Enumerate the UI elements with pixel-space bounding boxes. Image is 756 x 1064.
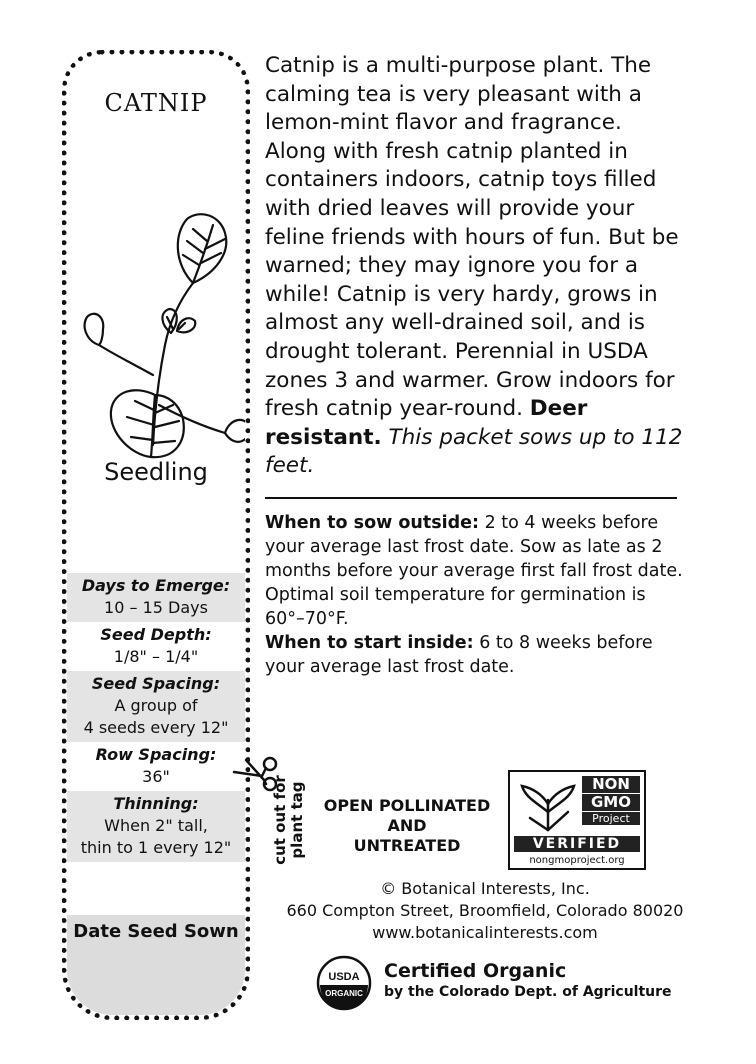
cert-subtitle: by the Colorado Dept. of Agriculture: [384, 984, 672, 1000]
usda-organic-seal: [316, 955, 372, 1011]
copyright: © Botanical Interests, Inc.: [380, 879, 590, 898]
non-gmo-line: NON: [582, 776, 640, 793]
fact-value: thin to 1 every 12": [80, 838, 232, 857]
fact-value: When 2" tall,: [104, 816, 208, 835]
website: www.botanicalinterests.com: [372, 923, 598, 942]
verified-label: VERIFIED: [514, 836, 640, 852]
cut-out-instruction: [272, 765, 312, 875]
usda-top-text: USDA: [328, 971, 360, 983]
fact-label: Seed Depth:: [100, 625, 212, 644]
fact-value: 10 – 15 Days: [104, 598, 208, 617]
fact-days-to-emerge: [67, 573, 245, 622]
company-info: [265, 878, 705, 944]
certification: [384, 960, 684, 1002]
start-inside-label: When to start inside:: [265, 633, 474, 653]
stage-label: Seedling: [104, 458, 208, 486]
cert-title: Certified Organic: [384, 960, 567, 982]
sowing-instructions: [265, 511, 685, 679]
butterfly-icon: [518, 782, 578, 832]
non-gmo-line: Project: [582, 812, 640, 825]
fact-label: Days to Emerge:: [81, 576, 231, 595]
fact-value: 4 seeds every 12": [83, 718, 229, 737]
cut-out-line: cut out for: [271, 775, 289, 865]
fact-seed-spacing: [67, 671, 245, 742]
fact-value: 36": [142, 767, 170, 786]
non-gmo-badge: [508, 770, 646, 870]
date-sown-label: Date Seed Sown: [73, 921, 239, 942]
non-gmo-url: nongmoproject.org: [529, 855, 625, 866]
start-inside: [265, 631, 685, 679]
op-line: OPEN POLLINATED: [323, 796, 491, 815]
sow-outside: [265, 511, 685, 631]
fact-value: 1/8" – 1/4": [113, 647, 199, 666]
description: [265, 52, 685, 481]
description-body: Catnip is a multi-purpose plant. The calming tea is very pleasant with a lemon-mint flavor and fragrance. Along with fresh catnip planted in containers indoors, catnip toys filled with dried leaves will provide your feline friends with hours of fun. But be warned; they may ignore you for a while! Catnip is very hardy, grows in almost any well-drained soil, and is drought tolerant. Perennial in USDA zones 3 and warmer. Grow indoors for fresh catnip year-round.: [265, 53, 679, 422]
op-line: AND: [387, 816, 427, 835]
fact-row-spacing: [67, 742, 245, 791]
usda-bottom-text: ORGANIC: [325, 989, 363, 998]
fact-seed-depth: [67, 622, 245, 671]
sow-outside-label: When to sow outside:: [265, 513, 480, 533]
fact-value: A group of: [114, 696, 198, 715]
fact-thinning: [67, 791, 245, 862]
tag-title: CATNIP: [104, 89, 208, 117]
address: 660 Compton Street, Broomfield, Colorado 80020: [286, 901, 684, 920]
fact-label: Row Spacing:: [95, 745, 217, 764]
deer-resistant: Deer resistant.: [265, 396, 588, 450]
non-gmo-line: GMO: [582, 794, 640, 811]
plant-tag: [62, 50, 250, 1020]
packet-coverage: This packet sows up to 112 feet.: [265, 424, 683, 479]
start-inside-text: 6 to 8 weeks before your average last frost date.: [265, 633, 653, 677]
sow-outside-text: 2 to 4 weeks before your average last frost date. Sow as late as 2 months before your average first fall frost date. Optimal soil temperature for germination is 60°–70°F.: [265, 513, 683, 629]
non-gmo-text: [582, 776, 640, 825]
cut-out-line: plant tag: [288, 781, 306, 859]
growing-facts: [67, 573, 245, 862]
open-pollinated-badge: [312, 796, 502, 856]
seedling-illustration: [75, 205, 245, 485]
fact-label: Seed Spacing:: [91, 674, 221, 693]
date-sown-box: [67, 915, 245, 1020]
fact-label: Thinning:: [113, 794, 199, 813]
op-line: UNTREATED: [353, 836, 461, 855]
divider: [265, 497, 677, 499]
